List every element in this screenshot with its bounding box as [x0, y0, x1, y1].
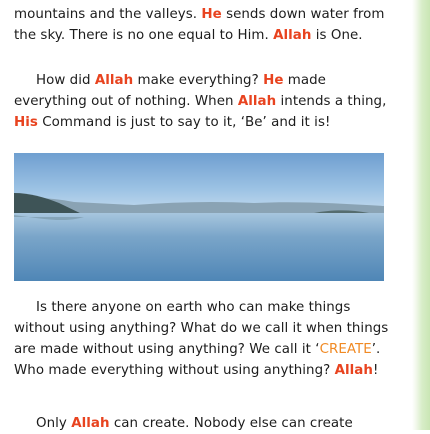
- paragraph-1-line-1: mountains and the valleys. He sends down water from: [14, 7, 385, 22]
- lake-photo-image: [14, 153, 384, 281]
- he-word: He: [263, 73, 284, 88]
- allah-word: Allah: [334, 363, 373, 378]
- create-word: CREATE: [319, 342, 372, 357]
- paragraph-4-line-1: Only Allah can create. Nobody else can create: [36, 416, 353, 431]
- paragraph-3-line-2: without using anything? What do we call it when things: [14, 321, 389, 336]
- he-word: He: [201, 7, 222, 22]
- allah-word: Allah: [237, 94, 277, 109]
- paragraph-4: [14, 413, 384, 434]
- paragraph-2-line-1: How did Allah make everything? He made: [36, 73, 326, 88]
- paragraph-3-line-4: Who made everything without using anything? Allah!: [14, 363, 379, 378]
- page-edge-border: [412, 0, 430, 430]
- paragraph-2-line-2: everything out of nothing. When Allah intends a thing,: [14, 94, 387, 109]
- his-word: His: [14, 115, 38, 130]
- paragraph-3-line-3: are made without using anything? We call it ‘CREATE’.: [14, 342, 381, 357]
- paragraph-3: [14, 297, 389, 381]
- book-page: [14, 0, 389, 431]
- paragraph-1: [14, 4, 384, 46]
- paragraph-1-line-2: the sky. There is no one equal to Him. Allah is One.: [14, 28, 363, 43]
- paragraph-3-line-1: Is there anyone on earth who can make things: [36, 300, 351, 315]
- lake-photo: [14, 153, 384, 281]
- allah-word: Allah: [273, 28, 312, 43]
- allah-word: Allah: [71, 416, 110, 431]
- allah-word: Allah: [94, 73, 134, 88]
- paragraph-2: [14, 70, 387, 133]
- paragraph-2-line-3: His Command is just to say to it, ‘Be’ and it is!: [14, 115, 331, 130]
